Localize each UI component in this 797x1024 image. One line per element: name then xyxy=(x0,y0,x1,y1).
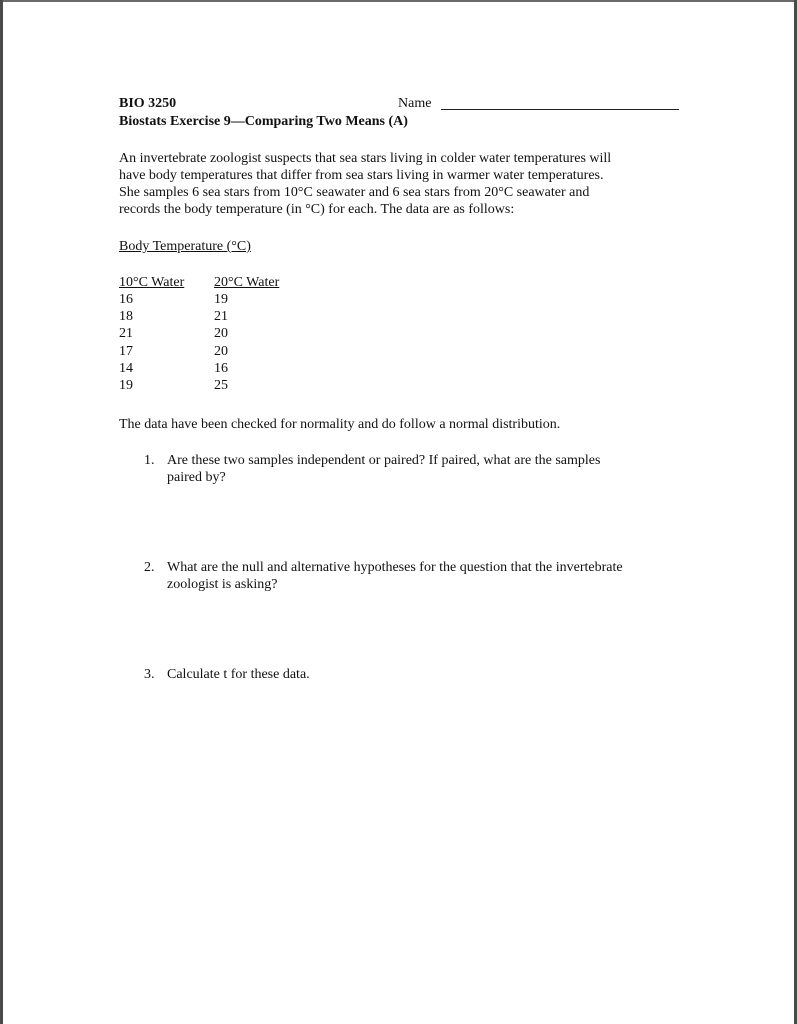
table-cell: 25 xyxy=(214,378,228,393)
course-code: BIO 3250 xyxy=(119,96,177,111)
table-header-10c: 10°C Water xyxy=(119,275,185,290)
table-header-20c: 20°C Water xyxy=(214,275,280,290)
normality-note: The data have been checked for normality and do follow a normal distribution. xyxy=(119,417,561,432)
intro-line-1: An invertebrate zoologist suspects that sea stars living in colder water temperatures will xyxy=(119,151,612,166)
question-1-line-1: Are these two samples independent or paired? If paired, what are the samples xyxy=(167,453,601,468)
question-3-line-1: Calculate t for these data. xyxy=(167,667,310,682)
intro-line-3: She samples 6 sea stars from 10°C seawater and 6 sea stars from 20°C seawater and xyxy=(119,185,590,200)
question-1-line-2: paired by? xyxy=(167,470,226,485)
table-cell: 14 xyxy=(119,361,133,376)
table-cell: 16 xyxy=(119,292,133,307)
table-cell: 20 xyxy=(214,344,228,359)
document-page xyxy=(3,2,794,1024)
table-caption: Body Temperature (°C) xyxy=(119,239,251,254)
intro-line-4: records the body temperature (in °C) for each. The data are as follows: xyxy=(119,202,515,217)
name-blank-line xyxy=(441,109,679,110)
question-2-line-1: What are the null and alternative hypotheses for the question that the invertebrate xyxy=(167,560,623,575)
exercise-title: Biostats Exercise 9—Comparing Two Means (A) xyxy=(119,114,408,129)
table-cell: 21 xyxy=(119,326,133,341)
table-cell: 19 xyxy=(214,292,228,307)
name-label: Name xyxy=(398,96,432,111)
question-1-number: 1. xyxy=(144,453,155,468)
table-cell: 16 xyxy=(214,361,228,376)
question-2-line-2: zoologist is asking? xyxy=(167,577,278,592)
table-cell: 21 xyxy=(214,309,228,324)
table-cell: 17 xyxy=(119,344,133,359)
table-cell: 20 xyxy=(214,326,228,341)
question-2-number: 2. xyxy=(144,560,155,575)
question-3-number: 3. xyxy=(144,667,155,682)
table-cell: 19 xyxy=(119,378,133,393)
table-cell: 18 xyxy=(119,309,133,324)
intro-line-2: have body temperatures that differ from sea stars living in warmer water temperatures. xyxy=(119,168,604,183)
